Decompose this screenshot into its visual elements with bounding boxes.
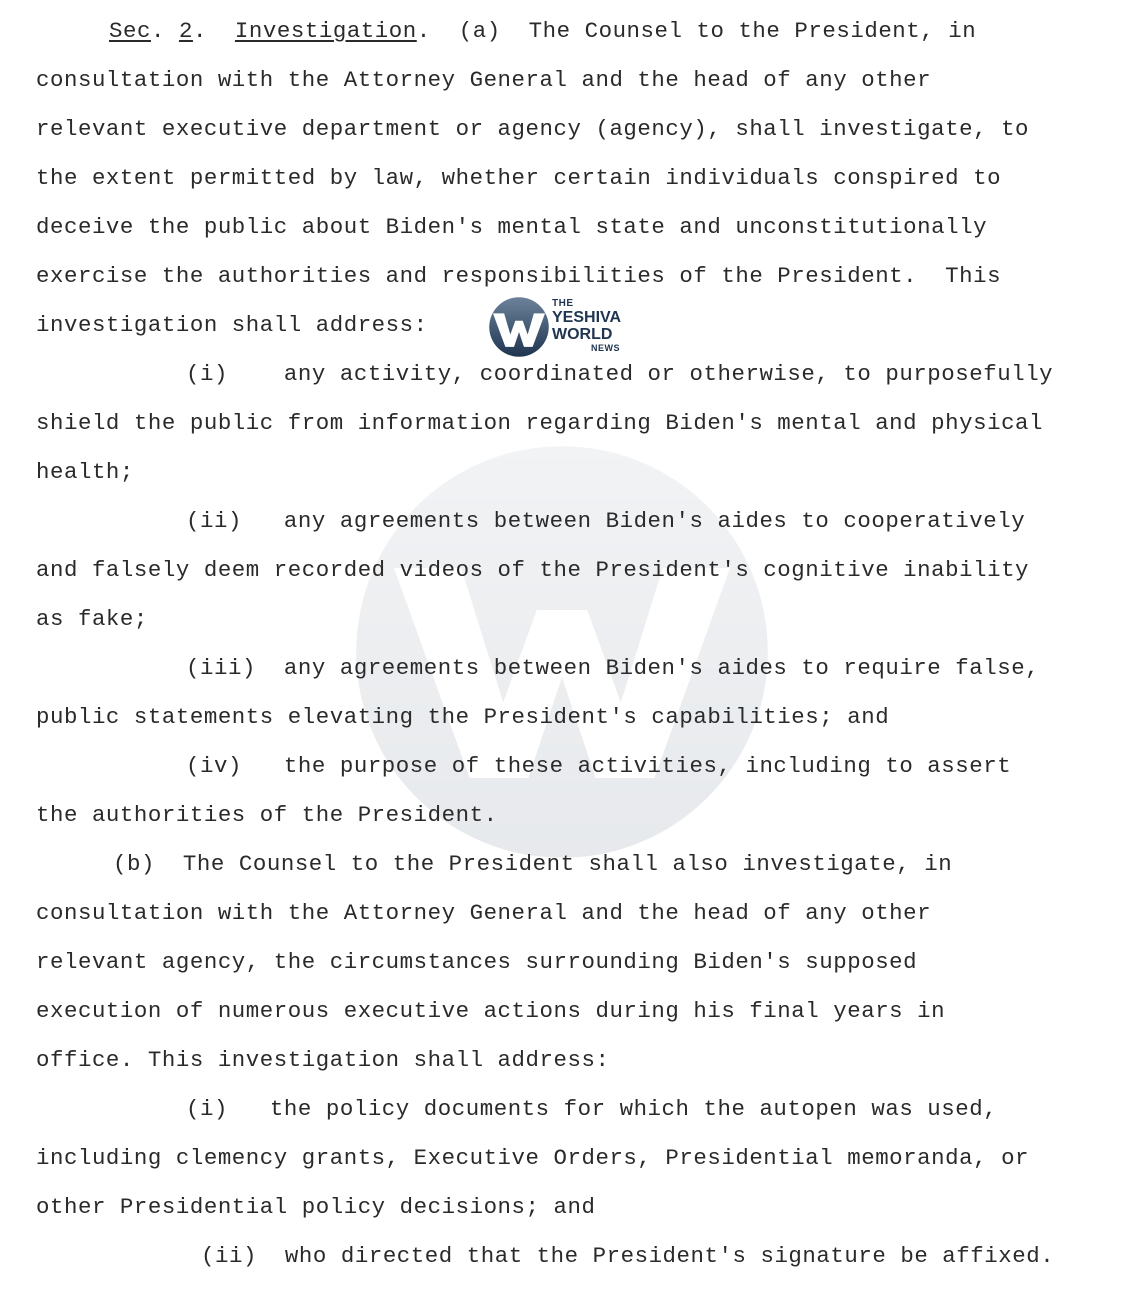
- subsection-b: (b) The Counsel to the President shall also investigate, in: [113, 851, 953, 877]
- text-line: exercise the authorities and responsibilities of the President. This: [36, 263, 1002, 289]
- sec-number: 2: [178, 18, 193, 44]
- text-line: investigation shall address:: [36, 312, 428, 338]
- text-line: other Presidential policy decisions; and: [36, 1194, 596, 1220]
- brand-wordmark: [552, 299, 621, 353]
- watermark-logo-icon: [352, 442, 772, 862]
- list-item: (i) any activity, coordinated or otherwise, to purposefully: [186, 361, 1054, 387]
- text-line: the authorities of the President.: [36, 802, 498, 828]
- text-line: office. This investigation shall address:: [36, 1047, 610, 1073]
- list-item: (ii) any agreements between Biden's aides to cooperatively: [186, 508, 1026, 534]
- text-line: execution of numerous executive actions during his final years in: [36, 998, 946, 1024]
- brand-mid-text: YESHIVA: [552, 309, 622, 326]
- brand-top-text: THE: [552, 298, 574, 309]
- text-line: consultation with the Attorney General and the head of any other: [36, 900, 932, 926]
- text-line: and falsely deem recorded videos of the President's cognitive inability: [36, 557, 1030, 583]
- text-line: including clemency grants, Executive Orders, Presidential memoranda, or: [36, 1145, 1030, 1171]
- text-line: deceive the public about Biden's mental state and unconstitutionally: [36, 214, 988, 240]
- text-line: relevant executive department or agency (agency), shall investigate, to: [36, 116, 1030, 142]
- list-item: (iii) any agreements between Biden's aides to require false,: [186, 655, 1040, 681]
- text-line: the extent permitted by law, whether certain individuals conspired to: [36, 165, 1002, 191]
- list-item: (iv) the purpose of these activities, including to assert: [186, 753, 1012, 779]
- brand-sub-text: NEWS: [591, 343, 620, 353]
- text-line: shield the public from information regarding Biden's mental and physical: [36, 410, 1044, 436]
- text-line: as fake;: [36, 606, 148, 632]
- brand-main-text: WORLD: [552, 326, 613, 343]
- text-line: consultation with the Attorney General and the head of any other: [36, 67, 932, 93]
- sec-label: Sec: [109, 18, 151, 44]
- text-line: (a) The Counsel to the President, in: [458, 18, 977, 44]
- brand-logo: [488, 296, 638, 358]
- text-line: relevant agency, the circumstances surrounding Biden's supposed: [36, 949, 918, 975]
- text-line: public statements elevating the President's capabilities; and: [36, 704, 890, 730]
- list-item: (i) the policy documents for which the autopen was used,: [186, 1096, 998, 1122]
- sec-title: Investigation: [234, 18, 417, 44]
- section-heading: Sec. 2. Investigation. (a) The Counsel to the President, in: [109, 18, 977, 44]
- list-item: (ii) who directed that the President's signature be affixed.: [201, 1243, 1055, 1269]
- text-line: health;: [36, 459, 134, 485]
- yeshiva-world-news-logo-icon: [488, 296, 550, 358]
